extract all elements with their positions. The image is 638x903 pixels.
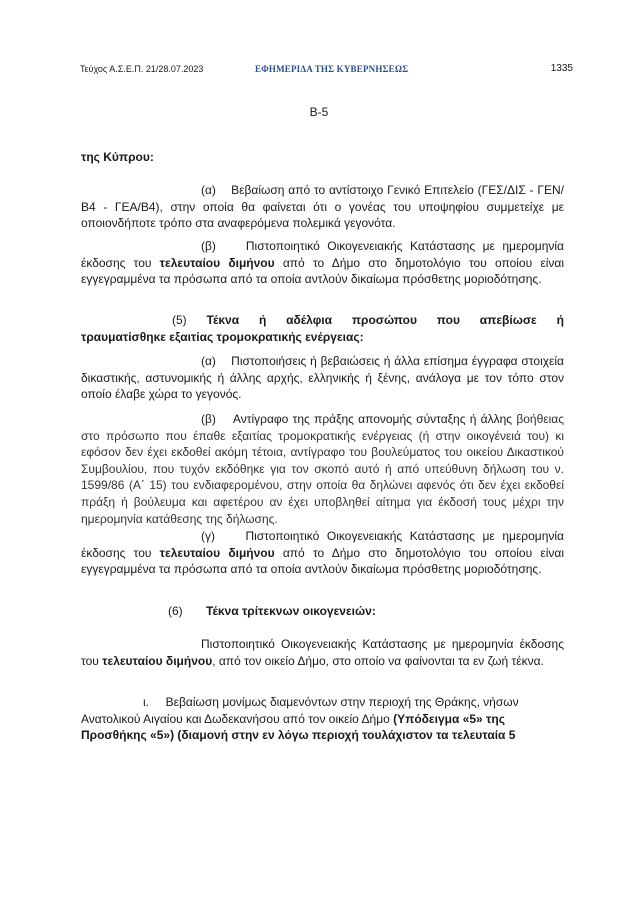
item-marker: ι. xyxy=(143,695,149,709)
paragraph-text-line3-bold: Προσθήκης «5») (διαμονή στην εν λόγω περιοχή τουλάχιστον τα τελευταία 5 xyxy=(81,728,516,743)
section-title-word: ή xyxy=(556,313,564,327)
paragraph-pension-copy xyxy=(81,411,564,527)
paragraph-text-bold: τελευταίου διμήνου xyxy=(159,545,275,560)
continuation-heading xyxy=(81,149,564,166)
paragraph-family-status-1 xyxy=(81,238,564,288)
paragraph-text-start: Πιστοποιήσεις ή βεβαιώσεις ή άλλα επίσημα έγγραφα xyxy=(231,354,518,368)
paragraph-text-start: Πιστοποιητικό Οικογενειακής Κατάστασης με ημερομηνία xyxy=(201,637,514,651)
annex-label: Β-5 xyxy=(309,105,329,119)
item-marker: (γ) xyxy=(201,529,215,543)
page-number: 1335 xyxy=(550,63,573,74)
page-header xyxy=(80,62,573,76)
paragraph-text-rest: στοιχεία δικαστικής, αστυνομικής ή άλλης αρχής, ελληνικής ή ξένης, ανάλογα με τον τόπο στον οποίο έλαβε χώρα το γεγονός. xyxy=(81,354,564,402)
paragraph-large-family xyxy=(81,636,564,669)
paragraph-text-bold: τελευταίου διμήνου xyxy=(159,255,275,270)
section-title-word: που xyxy=(436,313,460,327)
section-title: Τέκνα τρίτεκνων οικογενειών: xyxy=(206,604,376,618)
section-5-heading xyxy=(81,312,564,345)
paragraph-text-start: Βεβαίωση από το αντίστοιχο Γενικό Επιτελείο (ΓΕΣ/ΔΙΣ - xyxy=(231,183,534,197)
section-title-word: προσώπου xyxy=(351,313,417,327)
paragraph-text-start: Βεβαίωση μονίμως διαμενόντων στην περιοχή της Θράκης, νήσων xyxy=(165,695,519,709)
paragraph-text-post: , από τον οικείο Δήμο, στο οποίο να φαίνονται τα εν ζωή τέκνα. xyxy=(212,653,544,668)
paragraph-text-pre: έκδοσης του xyxy=(81,545,160,560)
paragraph-text-bold: τελευταίου διμήνου xyxy=(102,653,213,668)
continuation-heading-text: της Κύπρου: xyxy=(81,150,154,164)
paragraph-text-rest: ΓΕΝ/Β4 - ΓΕΑ/Β4), στην οποία θα φαίνεται ότι ο γονέας του υποψηφίου συμμετείχε με οποιονδήποτε τρόπο στα αναφερόμενα πολεμικά γεγονότα. xyxy=(81,183,564,231)
section-number: (6) xyxy=(168,604,183,618)
item-marker: (β) xyxy=(201,239,216,253)
paragraph-text-start: Πιστοποιητικό Οικογενειακής Κατάστασης με ημερομηνία xyxy=(245,239,564,253)
paragraph-text-start: Αντίγραφο της πράξης απονομής σύνταξης ή άλλης xyxy=(232,412,513,426)
paragraph-text-pre: έκδοσης του xyxy=(81,637,564,668)
section-title-word: απεβίωσε xyxy=(479,313,537,327)
item-marker: (α) xyxy=(201,183,216,197)
paragraph-text-post: από το Δήμο στο δημοτολόγιο του οποίου είναι εγγεγραμμένα τα πρόσωπα από τα οποία αντλούν δικαίωμα πρόσθετης μοριοδότησης. xyxy=(81,545,564,577)
paragraph-family-status-2 xyxy=(81,528,564,578)
item-marker: (α) xyxy=(201,354,216,368)
paragraph-text-post: από το Δήμο στο δημοτολόγιο του οποίου είναι εγγεγραμμένα τα πρόσωπα από τα οποία αντλούν δικαίωμα πρόσθετης μοριοδότησης. xyxy=(81,255,564,287)
paragraph-text-line2-bold: (Υπόδειγμα «5» της xyxy=(393,711,505,726)
paragraph-text-rest: βοήθειας στο πρόσωπο που έπαθε εξαιτίας τρομοκρατικής ενέργειας (ή στην οικογένειά του) κι εφόσον δεν έχει εκδοθεί ακόμη τέτοια, αντίγραφο του βουλεύματος του οικείου Δικαστικού Συμβουλίου, που τυχόν εκδόθηκε για τον σκοπό αυτό ή από υπεύθυνη δήλωση του ν. 1599/86 (Α΄ 15) του ενδιαφερομένου, στην οποία θα δηλώνει αφενός ότι δεν έχει εκδοθεί πράξη ή βούλευμα και αφετέρου αν έχει υποβληθεί αίτημα για έκδοσή τους μέχρι την ημερομηνία κατάθεσης της δήλωσης. xyxy=(81,412,564,526)
section-title-word: αδέλφια xyxy=(286,313,332,327)
gazette-title: ΕΦΗΜΕΡΙΔΑ ΤΗΣ ΚΥΒΕΡΝΗΣΕΩΣ xyxy=(255,64,409,74)
section-number: (5) xyxy=(172,313,187,327)
paragraph-military-certificate xyxy=(81,182,564,232)
paragraph-text-start: Πιστοποιητικό Οικογενειακής Κατάστασης με ημερομηνία xyxy=(245,529,564,543)
section-6-heading xyxy=(81,603,564,620)
section-title-word: ή xyxy=(258,313,267,327)
section-title-rest: τραυματίσθηκε εξαιτίας τρομοκρατικής ενέργειας: xyxy=(81,329,364,344)
paragraph-official-documents xyxy=(81,353,564,403)
paragraph-residence-certificate xyxy=(81,694,564,744)
item-marker: (β) xyxy=(201,412,216,426)
issue-reference: Τεύχος Α.Σ.Ε.Π. 21/28.07.2023 xyxy=(80,64,204,74)
section-title-word: Τέκνα xyxy=(206,313,240,327)
paragraph-text-pre: έκδοσης του xyxy=(81,255,160,270)
paragraph-text-line2: Ανατολικού Αιγαίου και Δωδεκανήσου από τον οικείο Δήμο xyxy=(81,711,394,726)
